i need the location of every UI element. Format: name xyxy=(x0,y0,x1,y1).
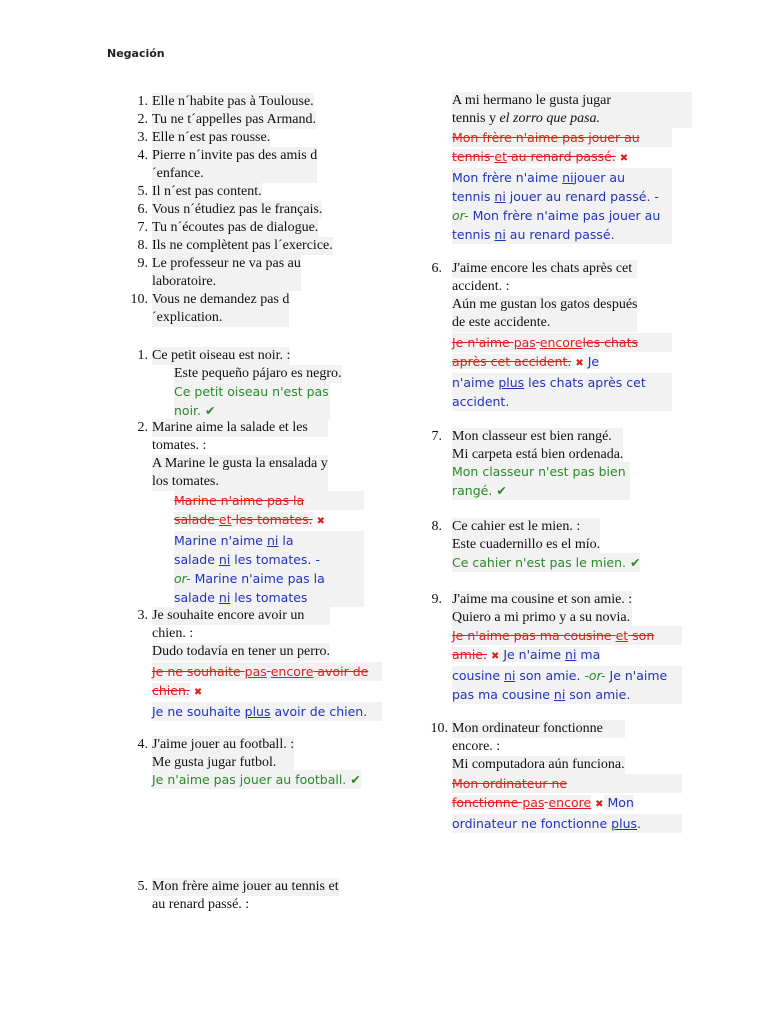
sentence-number: 9. xyxy=(137,256,148,271)
answer-line: noir. xyxy=(174,403,202,418)
exercise-number: 2. xyxy=(137,420,148,435)
spanish-translation: Aún me gustan los gatos después xyxy=(452,297,638,312)
answer-line: rangé. xyxy=(452,483,493,498)
sentence-text: Tu ne t´appelles pas Armand. xyxy=(152,112,316,127)
exercise-number: 6. xyxy=(431,261,442,276)
corrected-answer: tennis xyxy=(452,227,495,242)
corrected-answer: Marine n'aime pas la xyxy=(190,571,325,586)
answer-block xyxy=(452,626,682,704)
sentence-text: Pierre n´invite pas des amis d xyxy=(152,148,318,163)
checkmark-icon: ✔ xyxy=(350,772,361,787)
cross-icon: ✖ xyxy=(490,651,500,662)
corrected-answer: Marine n'aime xyxy=(174,533,267,548)
cross-icon: ✖ xyxy=(316,516,325,527)
spanish-translation: Me gusta jugar futbol. xyxy=(152,754,294,772)
spanish-translation: Dudo todavía en tener un perro. xyxy=(152,644,331,659)
sentence-text: Le professeur ne va pas au xyxy=(152,256,301,271)
corrected-answer: au renard passé. xyxy=(505,227,615,242)
exercise-question: J'aime ma cousine et son amie. : xyxy=(452,592,633,607)
corrected-answer: les tomates xyxy=(230,590,308,605)
exercise-question: Mon classeur est bien rangé. xyxy=(452,428,623,446)
wrong-answer: les chats xyxy=(582,335,639,350)
wrong-answer: amie. xyxy=(452,647,487,662)
corrected-answer: ni xyxy=(494,227,506,242)
sentence-number: 5. xyxy=(137,184,148,199)
corrected-answer: ni xyxy=(494,189,506,204)
checkmark-icon: ✔ xyxy=(496,483,507,498)
corrected-answer: les chats après cet xyxy=(524,375,646,390)
wrong-answer: pas xyxy=(522,795,545,810)
wrong-answer: les tomates. xyxy=(231,512,313,527)
exercise-question: encore. : xyxy=(452,739,501,754)
answer-block xyxy=(152,662,382,721)
sentence-text: laboratoire. xyxy=(152,273,301,291)
sentence-text: Ils ne complètent pas l´exercice. xyxy=(152,238,333,253)
spanish-translation: A Marine le gusta la ensalada y xyxy=(152,456,328,471)
wrong-answer: Marine n'aime pas la xyxy=(174,491,364,510)
exercise-question: au renard passé. : xyxy=(152,897,250,912)
corrected-answer: pas ma cousine xyxy=(452,687,554,702)
exercise-number: 9. xyxy=(431,592,442,607)
corrected-answer: les tomates. - xyxy=(230,552,320,567)
spanish-translation: Quiero a mi primo y a su novia. xyxy=(452,609,632,627)
wrong-answer: Je ne souhaite xyxy=(152,664,245,679)
wrong-answer: avoir de xyxy=(313,664,369,679)
exercise-number: 3. xyxy=(137,608,148,623)
exercise-question: Ce petit oiseau est noir. : xyxy=(152,348,291,363)
exercise-question: accident. : xyxy=(452,279,510,294)
corrected-answer: . xyxy=(637,816,641,831)
spanish-translation: Este cuadernillo es el mío. xyxy=(452,537,601,552)
exercise-question: Je souhaite encore avoir un xyxy=(152,607,330,625)
wrong-answer: et xyxy=(218,512,232,527)
sentence-number: 8. xyxy=(137,238,148,253)
corrected-answer: ni xyxy=(218,590,231,605)
corrected-answer: salade xyxy=(174,552,219,567)
corrected-answer: plus xyxy=(611,816,637,831)
cross-icon: ✖ xyxy=(619,153,629,164)
corrected-answer: Je n'aime xyxy=(499,647,566,662)
answer-line: Ce cahier n'est pas le mien. xyxy=(452,555,627,570)
corrected-answer: n'aime xyxy=(452,375,499,390)
corrected-answer: Mon xyxy=(603,795,634,810)
sentence-number: 1. xyxy=(137,94,148,109)
exercise-number: 1. xyxy=(137,348,148,363)
sentence-list xyxy=(126,93,386,338)
spanish-translation: A mi hermano le gusta jugar xyxy=(452,92,692,110)
corrected-answer: ni xyxy=(553,687,566,702)
wrong-answer: et xyxy=(615,628,629,643)
cross-icon: ✖ xyxy=(575,358,584,369)
corrected-answer: ni xyxy=(266,533,279,548)
wrong-answer: Je n'aime xyxy=(452,335,514,350)
corrected-answer: Mon frère n'aime pas jouer au xyxy=(468,208,661,223)
exercise-5-continued xyxy=(452,92,692,128)
sentence-text: Elle n´est pas rousse. xyxy=(152,130,271,145)
exercise-number: 10. xyxy=(430,721,448,736)
wrong-answer: après cet accident. xyxy=(452,354,572,369)
spanish-translation: Mi carpeta está bien ordenada. xyxy=(452,447,624,462)
exercise-number: 7. xyxy=(431,429,442,444)
alternative-marker: or- xyxy=(452,208,469,223)
sentence-text: Vous ne demandez pas d xyxy=(152,292,290,307)
answer-correct xyxy=(174,382,330,420)
sentence-number: 6. xyxy=(137,202,148,217)
corrected-answer: salade xyxy=(174,590,219,605)
spanish-translation: de este accidente. xyxy=(452,314,637,332)
wrong-answer: encore xyxy=(539,335,583,350)
sentence-text: Elle n´habite pas à Toulouse. xyxy=(152,94,314,109)
exercise-question: Marine aime la salade et les xyxy=(152,419,328,437)
corrected-answer: ni xyxy=(218,552,231,567)
corrected-answer: son amie. xyxy=(565,687,631,702)
spanish-translation: el zorro que pasa. xyxy=(499,111,601,126)
answer-line: Mon classeur n'est pas bien xyxy=(452,464,626,479)
spanish-translation: Este pequeño pájaro es negro. xyxy=(174,366,342,381)
sentence-number: 2. xyxy=(137,112,148,127)
sentence-text: Il n´est pas content. xyxy=(152,184,262,199)
checkmark-icon: ✔ xyxy=(205,403,216,418)
sentence-text: ´explication. xyxy=(152,309,289,327)
sentence-text: Vous n´étudiez pas le français. xyxy=(152,202,323,217)
alternative-marker: -or- xyxy=(584,668,606,683)
wrong-answer: encore xyxy=(548,795,592,810)
wrong-answer: Je n'aime pas ma cousine xyxy=(452,628,616,643)
corrected-answer: plus xyxy=(244,704,271,719)
corrected-answer: Mon frère n'aime xyxy=(452,170,563,185)
exercise-question: tomates. : xyxy=(152,438,207,453)
answer-block xyxy=(452,333,672,411)
wrong-answer: chien. xyxy=(152,683,190,698)
wrong-answer: encore xyxy=(270,664,314,679)
wrong-answer: et xyxy=(494,149,507,164)
checkmark-icon: ✔ xyxy=(630,555,641,570)
exercise-question: Mon ordinateur fonctionne xyxy=(452,720,625,738)
corrected-answer: ma xyxy=(576,647,601,662)
exercise-question: Ce cahier est le mien. : xyxy=(452,518,600,536)
exercise-number: 8. xyxy=(431,519,442,534)
wrong-answer: fonctionne xyxy=(452,795,523,810)
wrong-answer: Mon ordinateur ne xyxy=(452,774,682,793)
corrected-answer: Je ne souhaite xyxy=(152,704,245,719)
corrected-answer: accident. xyxy=(452,392,672,411)
sentence-text: Tu n´écoutes pas de dialogue. xyxy=(152,220,319,235)
wrong-answer: au renard passé. xyxy=(507,149,616,164)
exercise-question: J'aime encore les chats après cet xyxy=(452,260,637,278)
sentence-number: 10. xyxy=(130,292,148,307)
cross-icon: ✖ xyxy=(595,799,604,810)
corrected-answer: jouer au xyxy=(573,170,625,185)
exercise-number: 5. xyxy=(137,879,148,894)
wrong-answer: salade xyxy=(174,512,219,527)
answer-correct xyxy=(452,462,630,500)
cross-icon: ✖ xyxy=(193,687,203,698)
answer-block xyxy=(452,774,682,833)
corrected-answer: son amie. xyxy=(515,668,585,683)
sentence-text: ´enfance. xyxy=(152,165,317,183)
corrected-answer: ni xyxy=(562,170,574,185)
corrected-answer: la xyxy=(278,533,294,548)
answer-line: Je n'aime pas jouer au football. xyxy=(152,772,347,787)
exercise-question: chien. : xyxy=(152,626,194,641)
wrong-answer: son xyxy=(628,628,655,643)
corrected-answer: jouer au renard passé. - xyxy=(505,189,659,204)
alternative-marker: or- xyxy=(174,571,191,586)
wrong-answer: pas xyxy=(513,335,536,350)
sentence-number: 4. xyxy=(137,148,148,163)
corrected-answer: cousine xyxy=(452,668,505,683)
sentence-number: 3. xyxy=(137,130,148,145)
answer-correct xyxy=(152,770,361,789)
wrong-answer: tennis xyxy=(452,149,495,164)
spanish-translation: tennis y xyxy=(452,111,500,126)
answer-block xyxy=(452,128,672,244)
corrected-answer: avoir de chien. xyxy=(270,704,368,719)
answer-block xyxy=(174,491,364,607)
sentence-number: 7. xyxy=(137,220,148,235)
corrected-answer: tennis xyxy=(452,189,495,204)
spanish-translation: los tomates. xyxy=(152,473,328,491)
exercise-question: J'aime jouer au football. : xyxy=(152,737,295,752)
wrong-answer: Mon frère n'aime pas jouer au xyxy=(452,128,672,147)
corrected-answer: ni xyxy=(504,668,516,683)
corrected-answer: ni xyxy=(565,647,577,662)
exercise-question: Mon frère aime jouer au tennis et xyxy=(152,879,339,894)
corrected-answer: plus xyxy=(498,375,525,390)
exercise-number: 4. xyxy=(137,737,148,752)
corrected-answer: ordinateur ne fonctionne xyxy=(452,816,612,831)
answer-line: Ce petit oiseau n'est pas xyxy=(174,384,329,399)
answer-correct xyxy=(452,553,640,572)
spanish-translation: Mi computadora aún funciona. xyxy=(452,757,625,772)
wrong-answer: pas xyxy=(244,664,267,679)
page-title: Negación xyxy=(107,47,165,60)
corrected-answer: Je xyxy=(583,354,600,369)
corrected-answer: Je n'aime xyxy=(605,668,668,683)
